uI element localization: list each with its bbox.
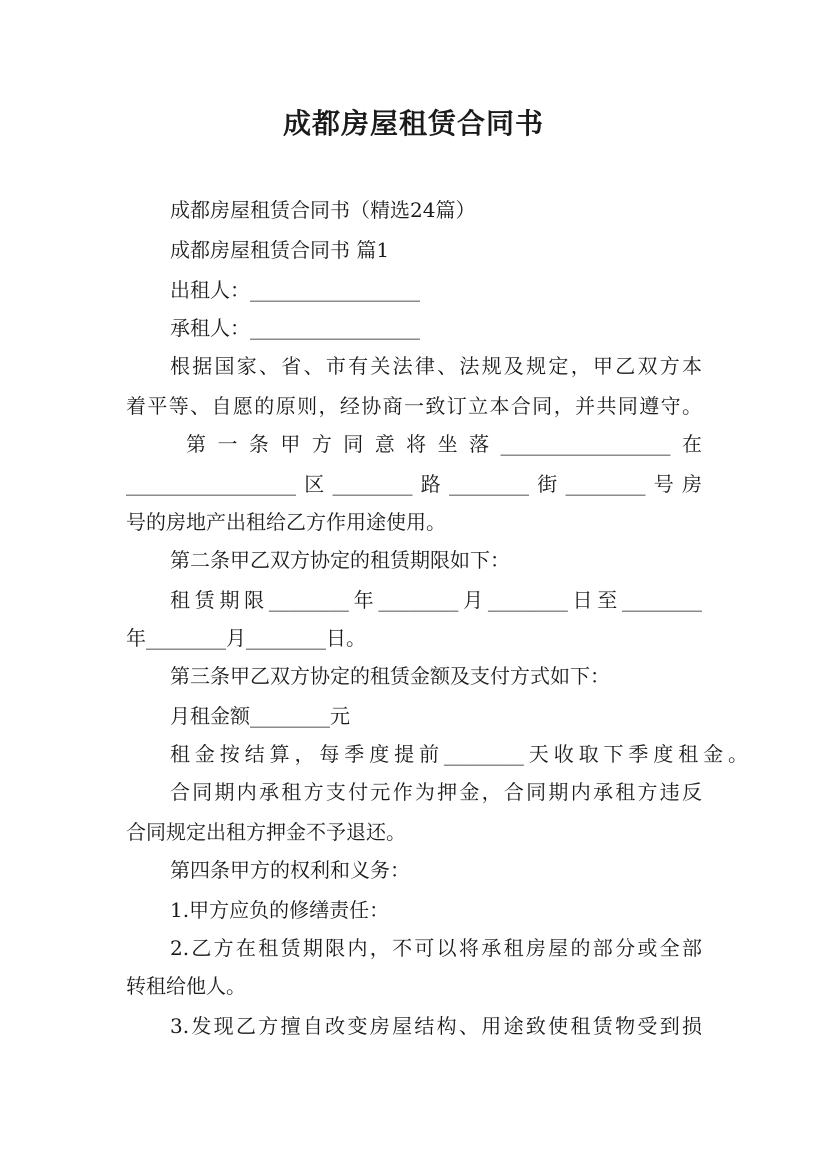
clause-line: 第二条甲乙双方协定的租赁期限如下：: [170, 548, 510, 572]
body-line: _________________区________路________街________号房: [126, 472, 702, 496]
clause-line: 第三条甲乙双方协定的租赁金额及支付方式如下：: [170, 664, 610, 688]
body-line: 月租金额________元: [170, 704, 350, 728]
body-line: 合同期内承租方支付元作为押金，合同期内承租方违反: [170, 780, 702, 804]
body-line: 号的房地产出租给乙方作用途使用。: [126, 510, 446, 534]
body-line: 转租给他人。: [126, 974, 246, 998]
body-line: 合同规定出租方押金不予退还。: [126, 820, 406, 844]
document-title: 成都房屋租赁合同书: [282, 107, 544, 140]
list-item: 1.甲方应负的修缮责任：: [170, 898, 390, 922]
body-line: 租金按结算，每季度提前________天收取下季度租金。: [170, 742, 748, 766]
body-line: 着平等、自愿的原则，经协商一致订立本合同，并共同遵守。: [126, 394, 702, 418]
section-heading: 成都房屋租赁合同书 篇1: [170, 238, 390, 262]
body-line: 根据国家、省、市有关法律、法规及规定，甲乙双方本: [170, 354, 702, 378]
lessee-line: 承租人：_________________: [170, 316, 420, 340]
clause-line: 第一条甲方同意将坐落_________________在: [186, 432, 702, 456]
list-item: 3.发现乙方擅自改变房屋结构、用途致使租赁物受到损: [170, 1014, 702, 1038]
body-line: 年________月________日。: [126, 626, 366, 650]
list-item: 2.乙方在租赁期限内，不可以将承租房屋的部分或全部: [170, 936, 702, 960]
lessor-line: 出租人：_________________: [170, 278, 420, 302]
body-line: 租赁期限________年________月________日至________: [170, 588, 702, 612]
subtitle-line: 成都房屋租赁合同书（精选24篇）: [170, 198, 476, 222]
clause-line: 第四条甲方的权利和义务：: [170, 858, 410, 882]
